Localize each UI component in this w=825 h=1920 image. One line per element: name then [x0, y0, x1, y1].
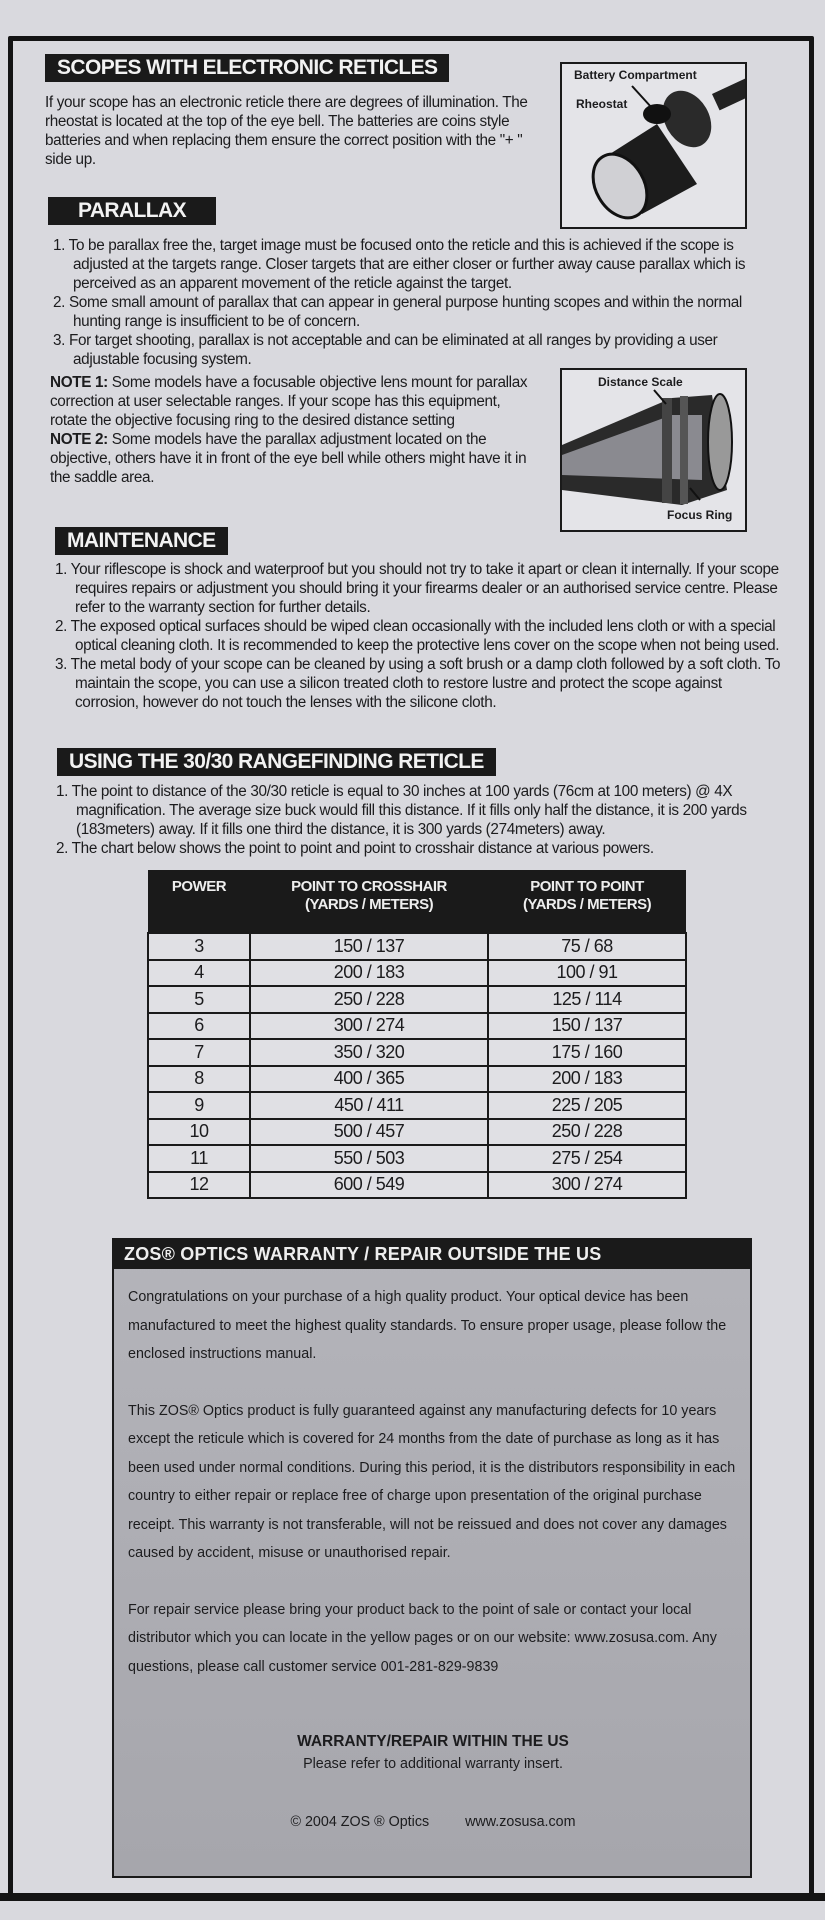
- parallax-item: 1. To be parallax free the, target image must be focused onto the reticle and this is achieved if the scope is adjusted at the targets range. Closer targets that are either closer or further away cause parallax which is perceived as an apparent movement of the reticle against the target.: [53, 237, 746, 292]
- rangefinding-item: 2. The chart below shows the point to point and point to crosshair distance at various powers.: [56, 840, 654, 857]
- table-header: POINT TO CROSSHAIR (YARDS / METERS): [250, 870, 488, 933]
- website-link[interactable]: www.zosusa.com: [465, 1814, 576, 1830]
- parallax-list: [47, 236, 777, 369]
- warranty-heading: ZOS® OPTICS WARRANTY / REPAIR OUTSIDE THE US: [114, 1240, 750, 1269]
- table-cell: 350 / 320: [250, 1039, 488, 1066]
- table-cell: 250 / 228: [250, 986, 488, 1013]
- table-cell: 125 / 114: [488, 986, 686, 1013]
- maintenance-item: 1. Your riflescope is shock and waterproof but you should not try to take it apart or clean it internally. If your scope requires repairs or adjustment you should bring it your firearms dealer or an authorised service centre. Please refer to the warranty section for further details.: [55, 561, 779, 616]
- table-cell: 3: [148, 933, 250, 960]
- table-cell: 450 / 411: [250, 1092, 488, 1119]
- distance-scale-label: Distance Scale: [598, 375, 683, 389]
- note1-text: Some models have a focusable objective lens mount for parallax correction at user selectable ranges. If your scope has this equipment, rotate the objective focusing ring to the desired distance setting: [50, 374, 528, 429]
- table-cell: 150 / 137: [488, 1013, 686, 1040]
- us-warranty-text: Please refer to additional warranty insert.: [303, 1756, 563, 1772]
- rheostat-figure: [560, 62, 747, 229]
- table-cell: 200 / 183: [488, 1066, 686, 1093]
- table-row: [148, 1039, 686, 1066]
- maintenance-list: [49, 560, 789, 712]
- table-header: POINT TO POINT (YARDS / METERS): [488, 870, 686, 933]
- table-row: [148, 1119, 686, 1146]
- table-cell: 12: [148, 1172, 250, 1199]
- rangefinding-item: 1. The point to distance of the 30/30 reticle is equal to 30 inches at 100 yards (76cm at 100 meters) @ 4X magnification. The average size buck would fill this distance. If it fills only half the distance, it is 200 yards (183meters) away. If it fills one third the distance, it is 300 yards (274meters) away.: [56, 783, 747, 838]
- heading-parallax: PARALLAX: [48, 197, 216, 225]
- parallax-notes: [50, 373, 540, 487]
- note1-label: NOTE 1:: [50, 374, 108, 391]
- focus-ring-figure: [560, 368, 747, 532]
- table-cell: 5: [148, 986, 250, 1013]
- focus-ring-label: Focus Ring: [667, 508, 733, 522]
- electronic-reticles-text: If your scope has an electronic reticle there are degrees of illumination. The rheostat is located at the top of the eye bell. The batteries are coins style batteries and when replacing them ensure the correct position with the "+ " side up.: [45, 94, 528, 168]
- table-row: [148, 1145, 686, 1172]
- us-warranty-heading: WARRANTY/REPAIR WITHIN THE US: [297, 1733, 569, 1750]
- scope-eyepiece-illustration: [562, 64, 745, 227]
- table-cell: 6: [148, 1013, 250, 1040]
- rheostat-label: Rheostat: [576, 97, 628, 111]
- table-row: [148, 1013, 686, 1040]
- table-cell: 9: [148, 1092, 250, 1119]
- table-row: [148, 1092, 686, 1119]
- table-cell: 275 / 254: [488, 1145, 686, 1172]
- table-row: [148, 933, 686, 960]
- table-cell: 250 / 228: [488, 1119, 686, 1146]
- warranty-paragraph: This ZOS® Optics product is fully guaranteed against any manufacturing defects for 10 years except the reticule which is covered for 24 months from the date of purchase as long as it has been used under normal conditions. During this period, it is the distributors responsibility in each country to either repair or replace free of charge upon presentation of the original purchase receipt. This warranty is not transferable, will not be reissued and does not cover any damages caused by accident, misuse or unauthorised repair.: [128, 1402, 736, 1561]
- table-cell: 11: [148, 1145, 250, 1172]
- table-cell: 225 / 205: [488, 1092, 686, 1119]
- table-cell: 300 / 274: [488, 1172, 686, 1199]
- table-cell: 8: [148, 1066, 250, 1093]
- table-row: [148, 1172, 686, 1199]
- table-row: [148, 1066, 686, 1093]
- heading-electronic-reticles: SCOPES WITH ELECTRONIC RETICLES: [45, 54, 449, 82]
- heading-rangefinding: USING THE 30/30 RANGEFINDING RETICLE: [57, 748, 496, 776]
- table-header: POWER: [148, 870, 250, 933]
- battery-compartment-label: Battery Compartment: [574, 68, 697, 82]
- table-row: [148, 960, 686, 987]
- table-cell: 600 / 549: [250, 1172, 488, 1199]
- parallax-item: 3. For target shooting, parallax is not acceptable and can be eliminated at all ranges by providing a user adjustable focusing system.: [53, 332, 718, 368]
- table-cell: 10: [148, 1119, 250, 1146]
- table-cell: 75 / 68: [488, 933, 686, 960]
- table-cell: 400 / 365: [250, 1066, 488, 1093]
- note2-text: Some models have the parallax adjustment located on the objective, others have it in front of the eye bell while others might have it in the saddle area.: [50, 431, 527, 486]
- power-distance-table: [147, 870, 687, 1199]
- table-cell: 200 / 183: [250, 960, 488, 987]
- table-cell: 175 / 160: [488, 1039, 686, 1066]
- copyright: © 2004 ZOS ® Optics: [290, 1814, 430, 1830]
- table-cell: 7: [148, 1039, 250, 1066]
- table-cell: 4: [148, 960, 250, 987]
- table-cell: 150 / 137: [250, 933, 488, 960]
- note2-label: NOTE 2:: [50, 431, 108, 448]
- maintenance-item: 3. The metal body of your scope can be cleaned by using a soft brush or a damp cloth followed by a soft cloth. To maintain the scope, you can use a silicon treated cloth to restore lustre and protect the scope against corrosion, however do not touch the lenses with the silicone cloth.: [55, 656, 781, 711]
- warranty-paragraph: Congratulations on your purchase of a high quality product. Your optical device has been manufactured to meet the highest quality standards. To ensure proper usage, please follow the enclosed instructions manual.: [128, 1289, 727, 1362]
- bottom-rule: [0, 1893, 825, 1901]
- warranty-paragraph: For repair service please bring your product back to the point of sale or contact your local distributor which you can locate in the yellow pages or on our website: www.zosusa.com. Any questions, please call customer service 001-281-829-9839: [128, 1601, 717, 1675]
- table-cell: 100 / 91: [488, 960, 686, 987]
- maintenance-item: 2. The exposed optical surfaces should be wiped clean occasionally with the included lens cloth or with a special optical cleaning cloth. It is recommended to keep the protective lens cover on the scope when not being used.: [55, 618, 780, 654]
- parallax-item: 2. Some small amount of parallax that can appear in general purpose hunting scopes and within the normal hunting range is insufficient to be of concern.: [53, 294, 742, 330]
- table-cell: 500 / 457: [250, 1119, 488, 1146]
- table-cell: 550 / 503: [250, 1145, 488, 1172]
- table-row: [148, 986, 686, 1013]
- rangefinding-list: [50, 782, 795, 858]
- objective-lens-illustration: [562, 370, 745, 530]
- heading-maintenance: MAINTENANCE: [55, 527, 228, 555]
- warranty-box: [112, 1238, 752, 1878]
- table-cell: 300 / 274: [250, 1013, 488, 1040]
